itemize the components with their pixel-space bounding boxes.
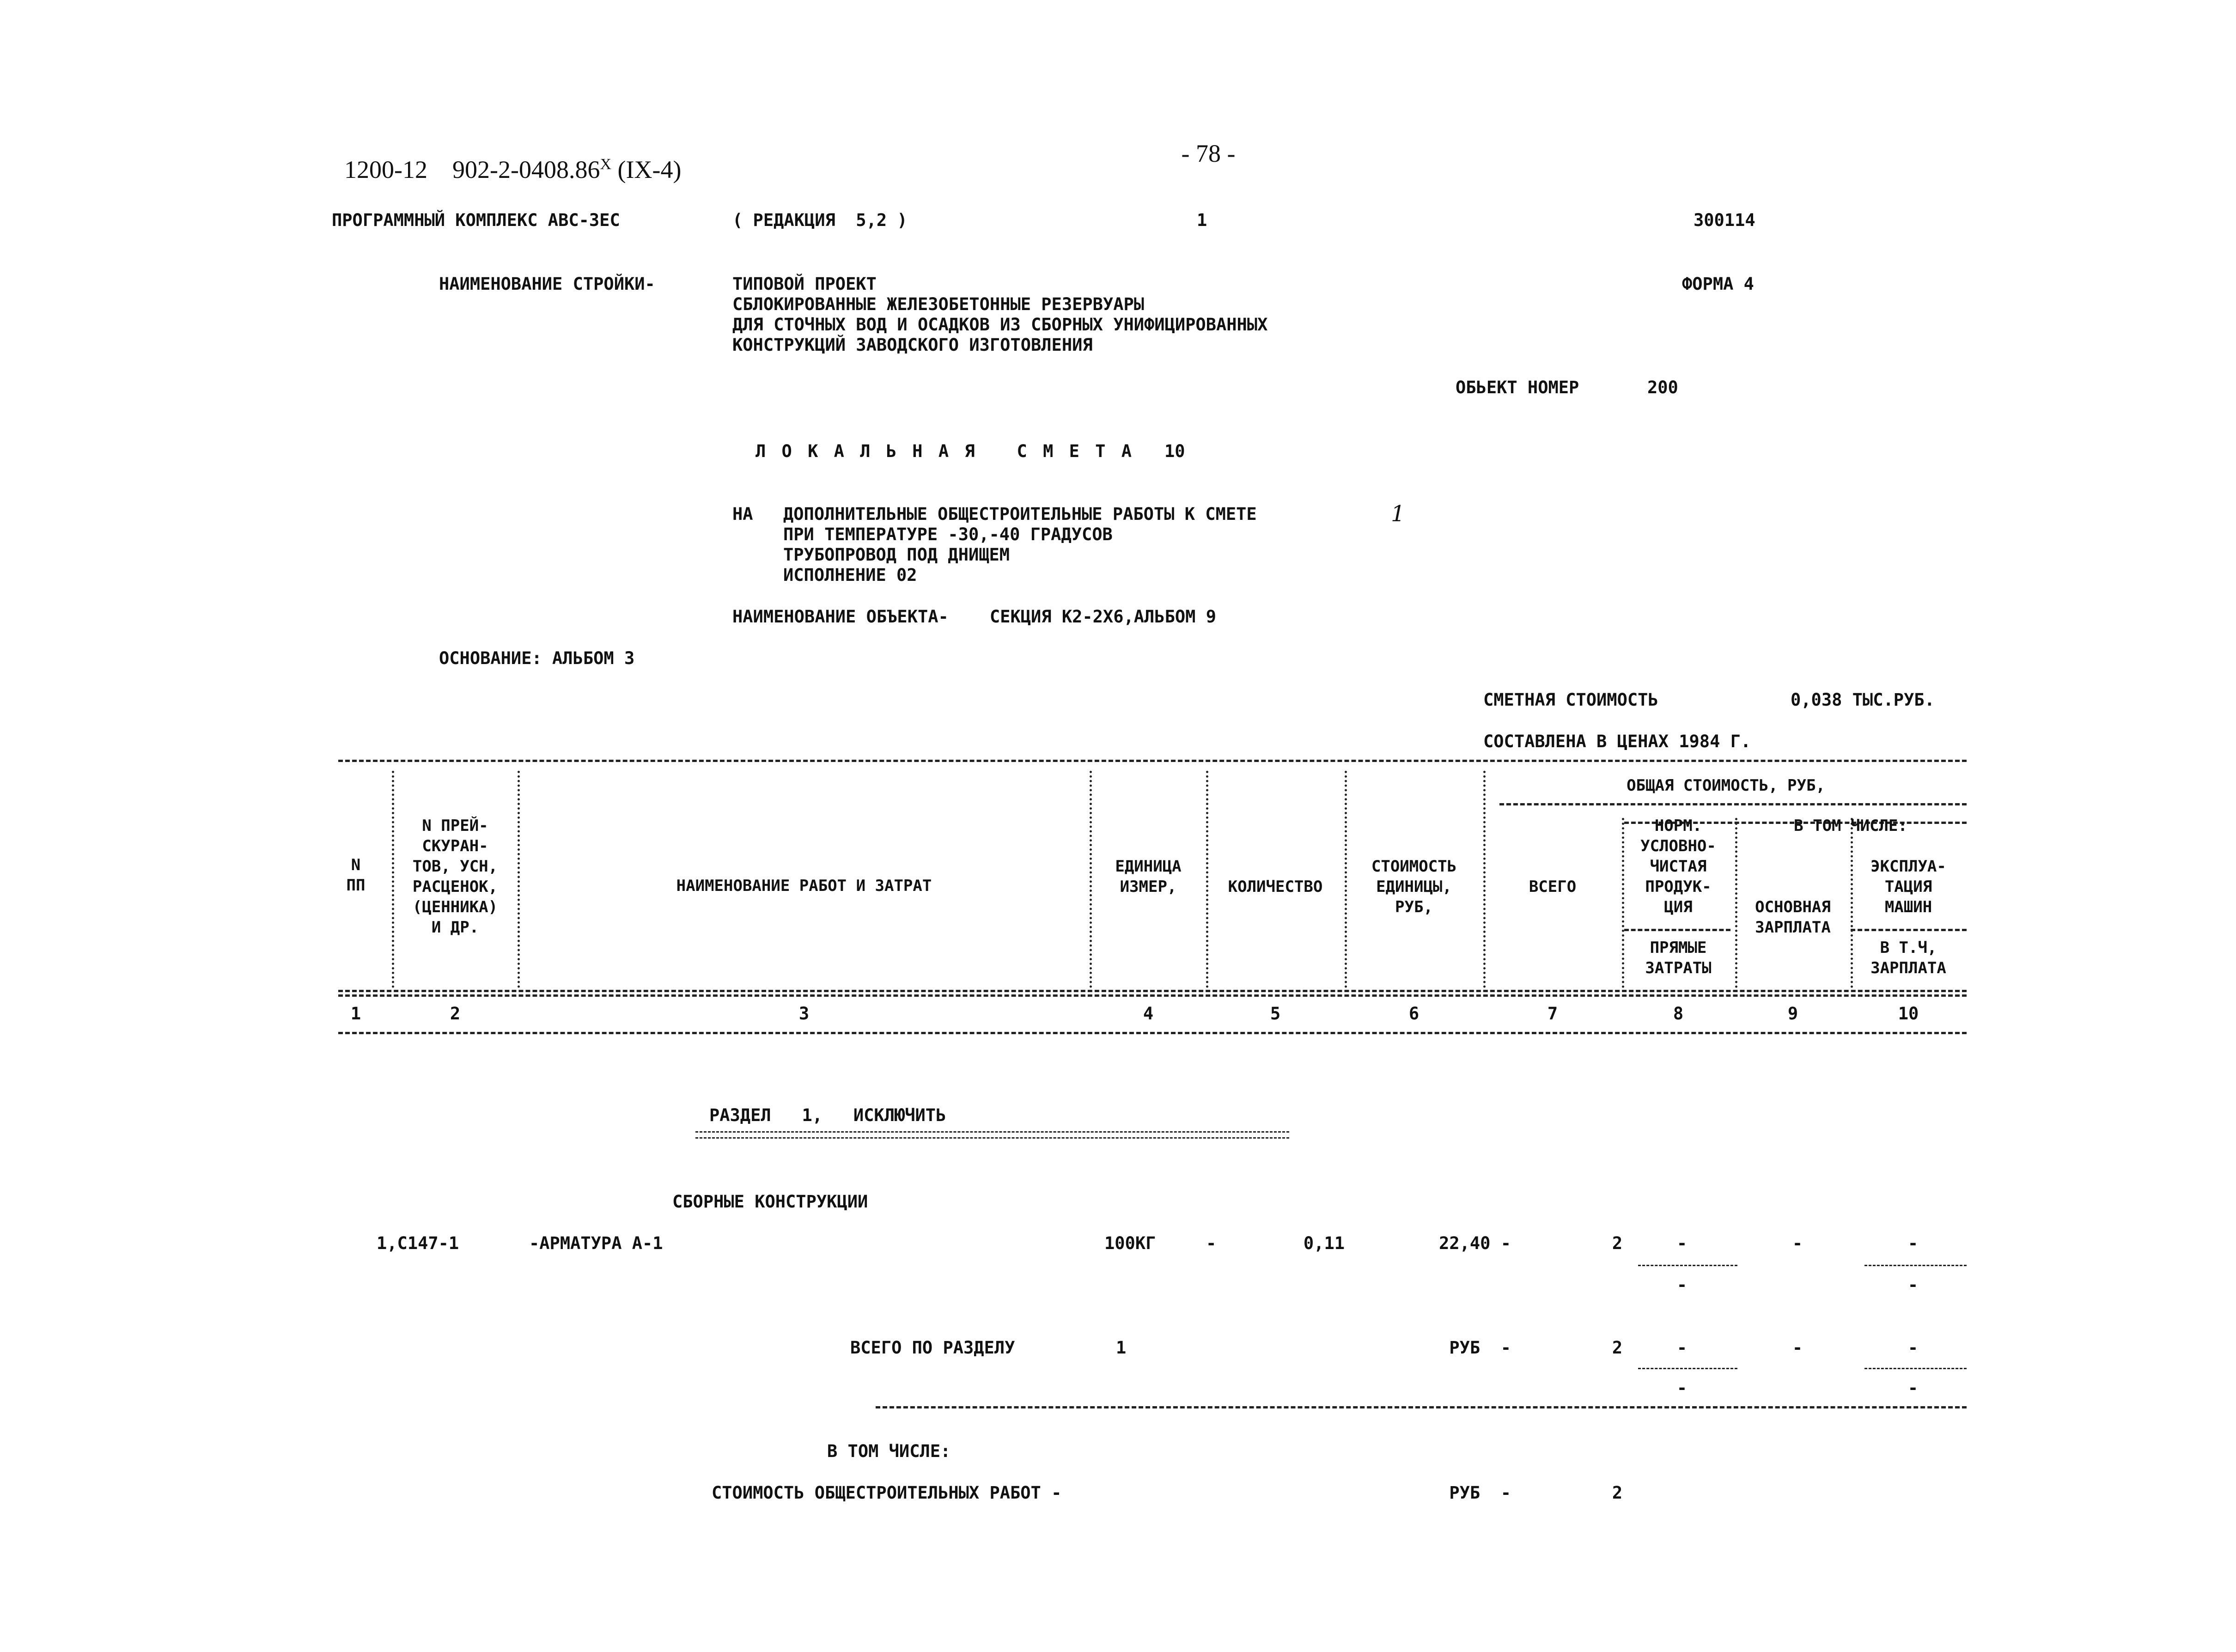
estimate-on-line-2: ПРИ ТЕМПЕРАТУРЕ -30,-40 ГРАДУСОВ — [783, 524, 1113, 544]
page-number: - 78 - — [1181, 140, 1236, 167]
including-line-label: СТОИМОСТЬ ОБЩЕСТРОИТЕЛЬНЫХ РАБОТ - — [712, 1483, 1062, 1503]
table-bottom-rule — [338, 1032, 1967, 1034]
table-header-bottom-rule — [338, 990, 1967, 992]
row-unit-price: 22,40 - — [1439, 1233, 1511, 1253]
header-including: В ТОМ ЧИСЛЕ: — [1794, 817, 1907, 835]
program-name: ПРОГРАММНЫЙ КОМПЛЕКС АВС-3ЕС — [332, 210, 620, 230]
col-separator-8 — [1735, 818, 1737, 988]
section-total-label: ВСЕГО ПО РАЗДЕЛУ — [850, 1338, 1015, 1358]
section-total-unit: РУБ - — [1449, 1338, 1511, 1358]
column-numbers-rule — [338, 994, 1967, 997]
section-total-col-10-lower: - — [1907, 1378, 1919, 1398]
col-separator-7 — [1622, 818, 1624, 988]
row-unit: 100КГ — [1104, 1233, 1156, 1253]
estimate-on-line-3: ТРУБОПРОВОД ПОД ДНИЩЕМ — [783, 545, 1010, 565]
section-title-underline — [695, 1131, 1289, 1139]
col-separator-3 — [1090, 771, 1092, 988]
col-separator-9 — [1851, 818, 1853, 988]
estimate-cost-label: СМЕТНАЯ СТОИМОСТЬ — [1483, 690, 1658, 710]
section-title: РАЗДЕЛ 1, ИСКЛЮЧИТЬ — [709, 1105, 946, 1125]
header-col-9-line-1: ОСНОВНАЯ — [1755, 898, 1831, 916]
including-unit: РУБ - — [1449, 1483, 1511, 1503]
estimate-cost-value: 0,038 ТЫС.РУБ. — [1791, 690, 1935, 710]
header-col-1-line-1: N — [351, 856, 361, 874]
header-col-4-line-2: ИЗМЕР, — [1120, 878, 1177, 896]
column-number-3: 3 — [798, 1004, 810, 1024]
project-line-3: ДЛЯ СТОЧНЫХ ВОД И ОСАДКОВ ИЗ СБОРНЫХ УНИФИЦИРОВАННЫХ — [732, 315, 1268, 335]
column-number-10: 10 — [1898, 1004, 1919, 1024]
project-line-4: КОНСТРУКЦИЙ ЗАВОДСКОГО ИЗГОТОВЛЕНИЯ — [732, 335, 1093, 355]
project-line-2: СБЛОКИРОВАННЫЕ ЖЕЛЕЗОБЕТОННЫЕ РЕЗЕРВУАРЫ — [732, 294, 1145, 314]
col-separator-5 — [1345, 771, 1347, 988]
inner-rule-8 — [1624, 929, 1730, 931]
column-number-2: 2 — [450, 1004, 461, 1024]
document-code-superscript: X — [600, 156, 612, 173]
column-number-9: 9 — [1787, 1004, 1798, 1024]
section-total-col-8: - — [1676, 1338, 1688, 1358]
header-col-2-line-1: N ПРЕЙ- — [422, 817, 488, 835]
header-col-2-line-5: (ЦЕННИКА) — [412, 898, 498, 916]
header-col-2-line-6: И ДР. — [431, 918, 479, 937]
section-total-col-10: - — [1907, 1338, 1919, 1358]
column-number-6: 6 — [1408, 1004, 1420, 1024]
header-col-8-line-2: УСЛОВНО- — [1640, 837, 1716, 855]
section-total-rule — [876, 1406, 1967, 1408]
row-col-8: - — [1676, 1233, 1688, 1253]
estimate-number: 10 — [1164, 441, 1185, 461]
program-edition: ( РЕДАКЦИЯ 5,2 ) — [732, 210, 908, 230]
header-col-5: КОЛИЧЕСТВО — [1228, 878, 1323, 896]
including-label: В ТОМ ЧИСЛЕ: — [827, 1441, 951, 1461]
row-col-8-lower: - — [1676, 1275, 1688, 1295]
row-quantity: 0,11 — [1303, 1233, 1345, 1253]
column-number-1: 1 — [350, 1004, 361, 1024]
object-name: НАИМЕНОВАНИЕ ОБЪЕКТА- СЕКЦИЯ К2-2Х6,АЛЬБОМ 9 — [732, 607, 1216, 627]
header-col-6-line-2: ЕДИНИЦЫ, — [1376, 878, 1452, 896]
row-col-10-lower: - — [1907, 1275, 1919, 1295]
handwritten-reference: 1 — [1391, 501, 1405, 527]
col-separator-1 — [392, 771, 394, 988]
document-code-main: 1200-12 902-2-0408.86 — [344, 156, 600, 183]
row-col-8-rule — [1638, 1265, 1737, 1266]
header-col-3: НАИМЕНОВАНИЕ РАБОТ И ЗАТРАТ — [676, 877, 932, 895]
column-number-8: 8 — [1673, 1004, 1684, 1024]
column-number-5: 5 — [1270, 1004, 1281, 1024]
form-number: ФОРМА 4 — [1682, 274, 1754, 294]
project-line-1: ТИПОВОЙ ПРОЕКТ — [732, 274, 877, 294]
col-separator-2 — [518, 771, 520, 988]
section-total-col-8-lower: - — [1676, 1378, 1688, 1398]
column-number-7: 7 — [1547, 1004, 1558, 1024]
col-separator-4 — [1206, 771, 1208, 988]
header-col-8-line-5: ЦИЯ — [1664, 898, 1693, 916]
estimate-on-line-1: ДОПОЛНИТЕЛЬНЫЕ ОБЩЕСТРОИТЕЛЬНЫЕ РАБОТЫ К СМЕТЕ — [783, 504, 1257, 524]
object-number: 200 — [1647, 378, 1678, 397]
header-col-10-line-3: МАШИН — [1884, 898, 1932, 916]
section-total-col-8-rule — [1638, 1368, 1737, 1369]
estimate-basis: ОСНОВАНИЕ: АЛЬБОМ 3 — [439, 648, 635, 668]
project-label: НАИМЕНОВАНИЕ СТРОЙКИ- — [439, 274, 655, 294]
section-total-col-10-rule — [1864, 1368, 1967, 1369]
estimate-title: Л О К А Л Ь Н А Я С М Е Т А — [755, 441, 1135, 461]
row-total: 2 — [1612, 1233, 1623, 1253]
header-col-10-line-2: ТАЦИЯ — [1884, 878, 1932, 896]
estimate-on-line-4: ИСПОЛНЕНИЕ 02 — [783, 565, 917, 585]
col-separator-6 — [1483, 771, 1486, 988]
prices-year: СОСТАВЛЕНА В ЦЕНАХ 1984 Г. — [1483, 732, 1751, 751]
section-total-number: 1 — [1116, 1338, 1127, 1358]
header-col-2-line-4: РАСЦЕНОК, — [412, 878, 498, 896]
including-value: 2 — [1612, 1483, 1623, 1503]
header-col-2-line-2: СКУРАН- — [422, 837, 488, 855]
row-unit-sign: - — [1206, 1233, 1217, 1253]
header-col-8-line-1: НОРМ. — [1654, 817, 1702, 835]
object-number-label: ОБЬЕКТ НОМЕР — [1456, 378, 1579, 397]
row-code: 1,С147-1 — [377, 1233, 459, 1253]
section-total-value: 2 — [1612, 1338, 1623, 1358]
header-col-2-line-3: ТОВ, УСН, — [412, 857, 498, 876]
header-col-7: ВСЕГО — [1529, 878, 1577, 896]
header-col-6-line-3: РУБ, — [1395, 898, 1433, 916]
header-col-8-line-3: ЧИСТАЯ — [1650, 857, 1707, 876]
section-total-col-9: - — [1792, 1338, 1803, 1358]
row-name: -АРМАТУРА А-1 — [529, 1233, 663, 1253]
header-col-1-line-2: ПП — [346, 876, 366, 895]
table-top-rule — [338, 760, 1967, 762]
header-col-4-line-1: ЕДИНИЦА — [1115, 857, 1182, 876]
sheet-number: 1 — [1197, 210, 1207, 230]
row-col-9: - — [1792, 1233, 1803, 1253]
row-col-10: - — [1907, 1233, 1919, 1253]
column-number-4: 4 — [1143, 1004, 1154, 1024]
header-col-8-line-4: ПРОДУК- — [1645, 878, 1712, 896]
header-total-group: ОБЩАЯ СТОИМОСТЬ, РУБ, — [1627, 776, 1825, 795]
header-col-10b-line-2: ЗАРПЛАТА — [1870, 959, 1946, 977]
program-code: 300114 — [1694, 210, 1755, 230]
header-col-8b-line-2: ЗАТРАТЫ — [1645, 959, 1712, 977]
header-col-10b-line-1: В Т.Ч, — [1880, 939, 1937, 957]
section-subtitle: СБОРНЫЕ КОНСТРУКЦИИ — [672, 1192, 868, 1212]
row-col-10-rule — [1864, 1265, 1967, 1266]
document-code-suffix: (IX-4) — [611, 156, 682, 183]
inner-rule-10 — [1851, 929, 1967, 931]
total-group-rule — [1499, 803, 1967, 805]
estimate-on-label: НА — [732, 504, 753, 524]
header-col-10-line-1: ЭКСПЛУА- — [1870, 857, 1946, 876]
header-col-9-line-2: ЗАРПЛАТА — [1755, 918, 1831, 937]
document-code — [332, 132, 681, 182]
header-col-8b-line-1: ПРЯМЫЕ — [1650, 939, 1707, 957]
header-col-6-line-1: СТОИМОСТЬ — [1371, 857, 1457, 876]
